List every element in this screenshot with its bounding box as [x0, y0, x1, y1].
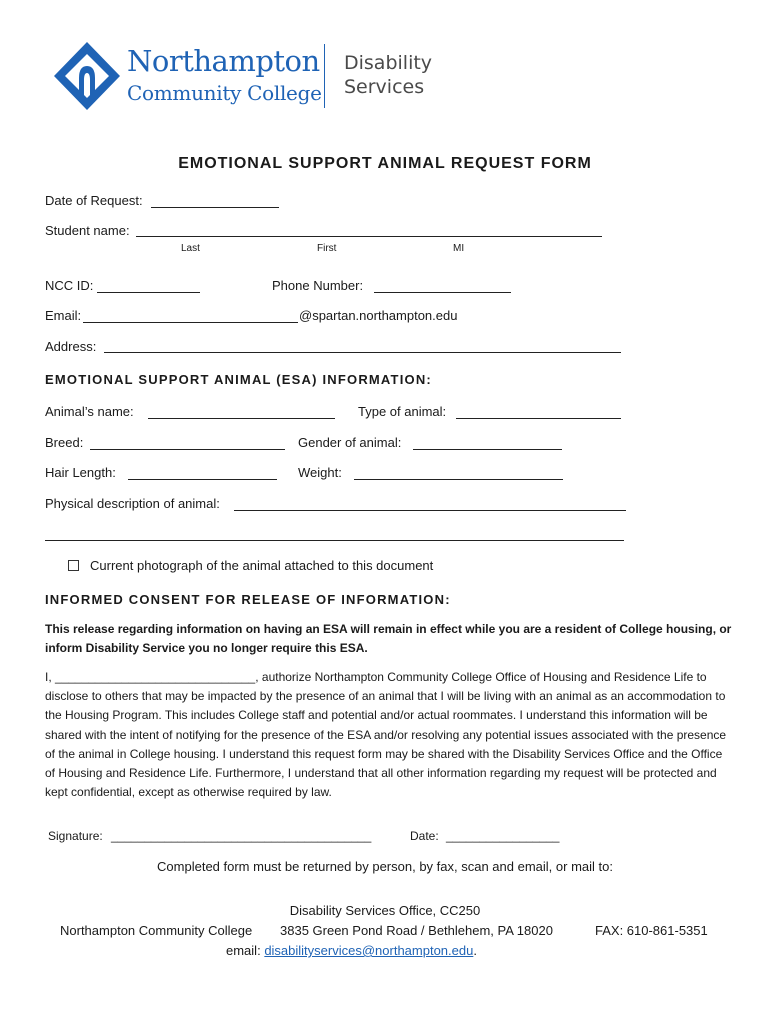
signature-date-field[interactable]: _________________ — [446, 829, 560, 843]
photo-attached-label: Current photograph of the animal attached to this document — [90, 558, 434, 573]
form-title: EMOTIONAL SUPPORT ANIMAL REQUEST FORM — [178, 155, 592, 172]
name-part-last: Last — [181, 243, 200, 254]
logo-college-name-line2: Community College — [127, 81, 322, 105]
consent-section-title: INFORMED CONSENT FOR RELEASE OF INFORMATION: — [45, 592, 451, 607]
signature-field[interactable]: _______________________________________ — [111, 829, 372, 843]
consent-paragraph-start: I, — [45, 670, 56, 684]
email-label: Email: — [45, 308, 82, 323]
footer-email-line — [226, 943, 477, 958]
physical-description-field-line2[interactable] — [45, 540, 624, 541]
disability-services-email-link[interactable]: disabilityservices@northampton.edu — [264, 943, 474, 958]
animal-name-field[interactable] — [148, 418, 335, 419]
footer-email-label: email: — [226, 943, 261, 958]
consent-paragraph-body: , authorize Northampton Community College Office of Housing and Residence Life to disclose to others that may be impacted by the presence of an animal that I will be living with an animal as an accommodation to the Housing Program. This includes College staff and potential and/or actual roommates. I understand this information will be shared with the intent of notifying for the presence of the ESA and/or resolving any potential issues associated with the presence of the animal in College housing. I understand this request form may be shared with the Disability Services Office and the Office of Housing and Residence Life. Furthermore, I understand that all other information regarding my request will be protected and kept confidential, except as otherwise required by law. — [45, 670, 727, 800]
phone-number-label: Phone Number: — [272, 278, 364, 293]
date-of-request-field[interactable] — [151, 207, 279, 208]
email-field[interactable] — [83, 322, 298, 323]
logo-college-name-line1: Northampton — [127, 44, 320, 78]
animal-type-label: Type of animal: — [358, 404, 447, 419]
mailing-address: 3835 Green Pond Road / Bethlehem, PA 18020 — [280, 923, 553, 938]
student-name-field[interactable] — [136, 236, 602, 237]
college-name: Northampton Community College — [60, 923, 253, 938]
logo-divider — [324, 44, 325, 108]
breed-label: Breed: — [45, 435, 84, 450]
weight-field[interactable] — [354, 479, 563, 480]
footer-email-period: . — [473, 943, 477, 958]
address-field[interactable] — [104, 352, 621, 353]
hair-length-label: Hair Length: — [45, 465, 116, 480]
name-part-first: First — [317, 243, 337, 254]
photo-attached-checkbox[interactable] — [68, 560, 79, 571]
college-logo — [52, 40, 452, 115]
breed-field[interactable] — [90, 449, 285, 450]
physical-description-field-line1[interactable] — [234, 510, 626, 511]
gender-field[interactable] — [413, 449, 562, 450]
address-label: Address: — [45, 339, 97, 354]
student-name-label: Student name: — [45, 223, 130, 238]
name-part-mi: MI — [453, 243, 465, 254]
ncc-id-field[interactable] — [97, 292, 200, 293]
phone-number-field[interactable] — [374, 292, 511, 293]
fax-number: FAX: 610-861-5351 — [595, 923, 708, 938]
consent-name-blank[interactable]: ______________________________ — [55, 670, 256, 684]
consent-notice: This release regarding information on having an ESA will remain in effect while you are a resident of College housing, or inform Disability Service you no longer require this ESA. — [45, 622, 732, 655]
ncc-id-label: NCC ID: — [45, 278, 94, 293]
college-emblem-icon — [52, 40, 122, 112]
animal-name-label: Animal’s name: — [45, 404, 134, 419]
return-instructions: Completed form must be returned by person, by fax, scan and email, or mail to: — [157, 859, 613, 874]
weight-label: Weight: — [298, 465, 342, 480]
animal-type-field[interactable] — [456, 418, 621, 419]
gender-label: Gender of animal: — [298, 435, 402, 450]
signature-label: Signature: — [48, 829, 103, 843]
date-of-request-label: Date of Request: — [45, 193, 143, 208]
physical-description-label: Physical description of animal: — [45, 496, 220, 511]
department-name-line1: Disability — [344, 52, 433, 74]
signature-date-label: Date: — [410, 829, 439, 843]
hair-length-field[interactable] — [128, 479, 277, 480]
department-name-line2: Services — [344, 76, 425, 98]
office-location: Disability Services Office, CC250 — [289, 903, 481, 918]
email-domain-suffix: @spartan.northampton.edu — [299, 308, 458, 323]
consent-paragraph — [45, 668, 735, 802]
esa-section-title: EMOTIONAL SUPPORT ANIMAL (ESA) INFORMATION: — [45, 372, 432, 387]
